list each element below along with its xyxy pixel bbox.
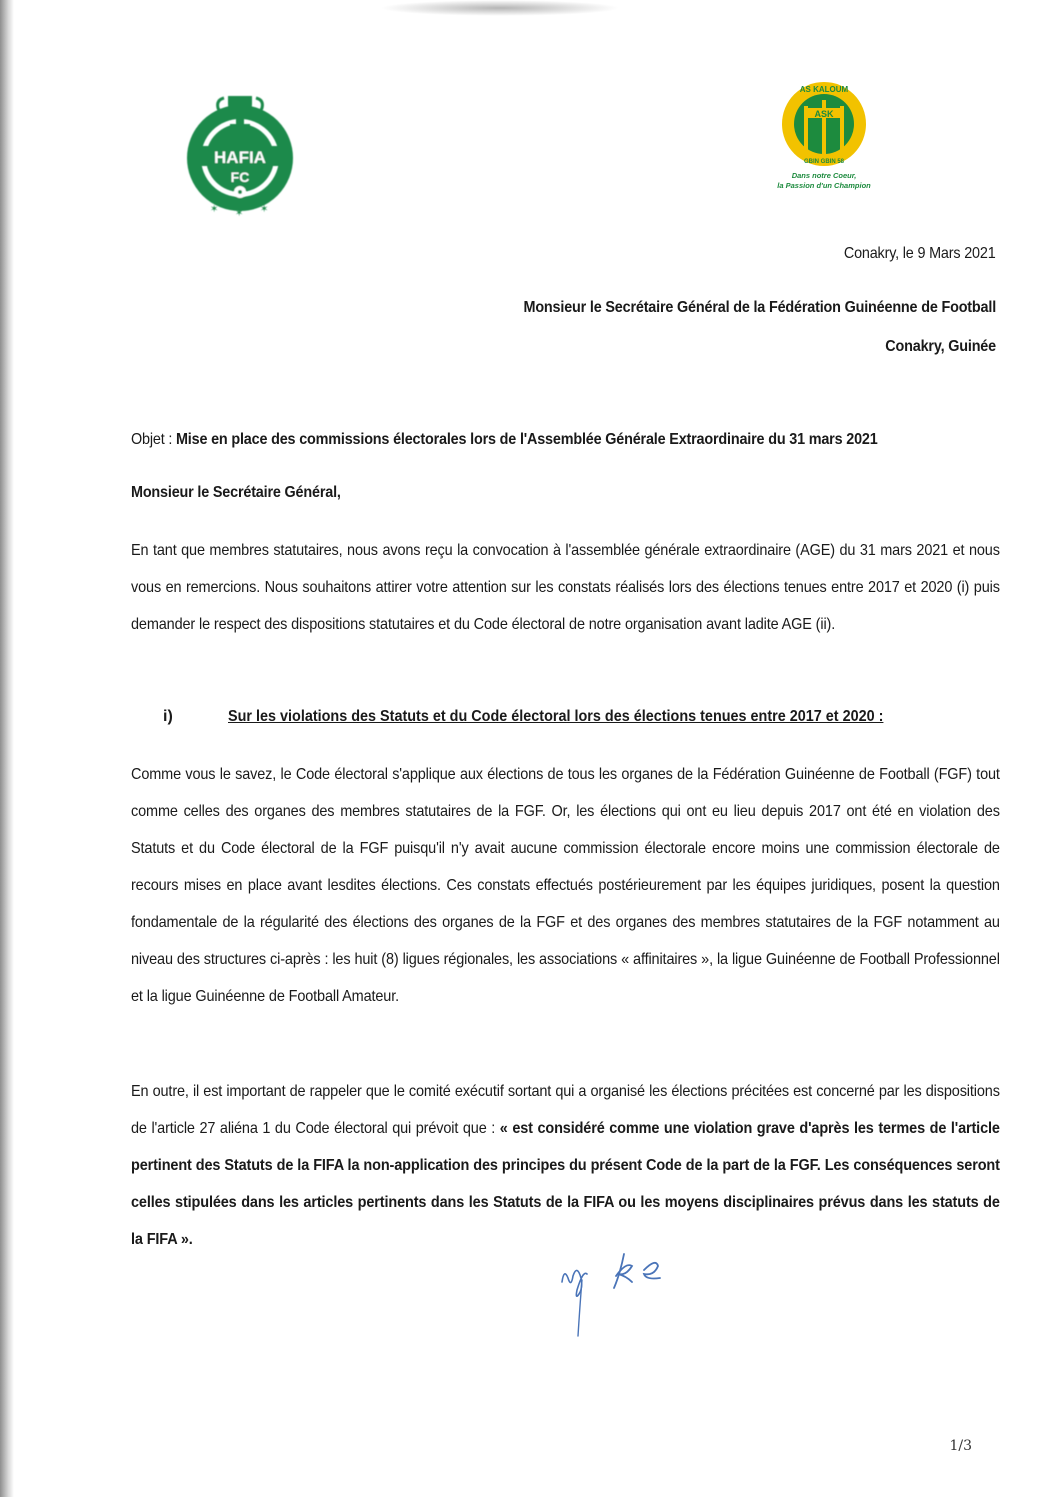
as-kaloum-logo xyxy=(768,80,898,196)
paragraph-3-intro: En outre, il est important de rappeler que le comité exécutif sortant qui a organisé les élections précitées est concerné par les dispositions de l'article 27 aliéna 1 du Code électoral qui prévoit que : xyxy=(131,1083,1000,1137)
object-text: Mise en place des commissions électorales lors de l'Assemblée Générale Extraordinaire du 31 mars 2021 xyxy=(175,431,878,448)
paragraph-1: En tant que membres statutaires, nous avons reçu la convocation à l'assemblée générale extraordinaire (AGE) du 31 mars 2021 et nous vous en remercions. Nous souhaitons attirer votre attention sur les constats réalisés lors des élections tenues entre 2017 et 2020 (i) puis demander le respect des dispositions statutaires et du Code électoral de notre organisation avant ladite AGE (ii). xyxy=(131,542,1000,633)
svg-text:✶: ✶ xyxy=(235,208,244,218)
section-number: i) xyxy=(163,708,173,725)
kaloum-tagline-2: la Passion d'un Champion xyxy=(777,181,871,190)
kaloum-bottom-text: GBIN GBIN 58 xyxy=(803,159,845,165)
paragraph-2: Comme vous le savez, le Code électoral s'applique aux élections de tous les organes de la Fédération Guinéenne de Football (FGF) tout comme celles des organes des membres statutaires de la FGF. Or, les élections qui ont eu lieu depuis 2017 ont été en violation des Statuts et du Code électoral de la FGF puisqu'il n'y avait aucune commission électorale encore moins une commission électorale de recours mises en place avant lesdites élections. Ces constats effectués postérieurement par les équipes juridiques, posent la question fondamentale de la régularité des élections des organes de la FGF et des organes des membres statutaires de la FGF notamment au niveau des structures ci-après : les huit (8) ligues régionales, les associations « affinitaires », la ligue Guinéenne de Football Professionnel et la ligue Guinéenne de Football Amateur. xyxy=(131,766,1000,1005)
section-title: Sur les violations des Statuts et du Code électoral lors des élections tenues entre 2017 et 2020 : xyxy=(228,708,884,725)
fc-text: FC xyxy=(230,169,250,185)
kaloum-ring-text: AS KALOUM xyxy=(799,85,849,94)
place-date: Conakry, le 9 Mars 2021 xyxy=(844,245,996,262)
object-label: Objet : xyxy=(131,431,173,448)
handwritten-initials xyxy=(548,1240,688,1340)
object-line xyxy=(131,430,878,450)
hafia-text: HAFIA xyxy=(214,148,266,167)
recipient-line-2: Conakry, Guinée xyxy=(885,338,996,355)
recipient-line-1: Monsieur le Secrétaire Général de la Fédération Guinéenne de Football xyxy=(523,299,996,316)
ask-initials: ASK xyxy=(814,109,834,119)
kaloum-tagline-1: Dans notre Coeur, xyxy=(791,171,857,180)
svg-text:✶: ✶ xyxy=(210,204,219,215)
paragraph-3 xyxy=(131,1073,1000,1258)
scan-edge-shadow xyxy=(0,0,14,1497)
hafia-fc-logo xyxy=(180,88,300,218)
page-number: 1/3 xyxy=(949,1438,972,1454)
scan-smudge xyxy=(380,0,620,16)
salutation: Monsieur le Secrétaire Général, xyxy=(131,484,341,501)
svg-text:✶: ✶ xyxy=(260,204,269,215)
paragraph-3-quote: « est considéré comme une violation grave d'après les termes de l'article pertinent des Statuts de la FIFA la non-application des principes du présent Code de la part de la FGF. Les conséquences seront celles stipulées dans les articles pertinents dans les Statuts de la FIFA ou les moyens disciplinaires prévus dans les statuts de la FIFA ». xyxy=(131,1120,1000,1248)
